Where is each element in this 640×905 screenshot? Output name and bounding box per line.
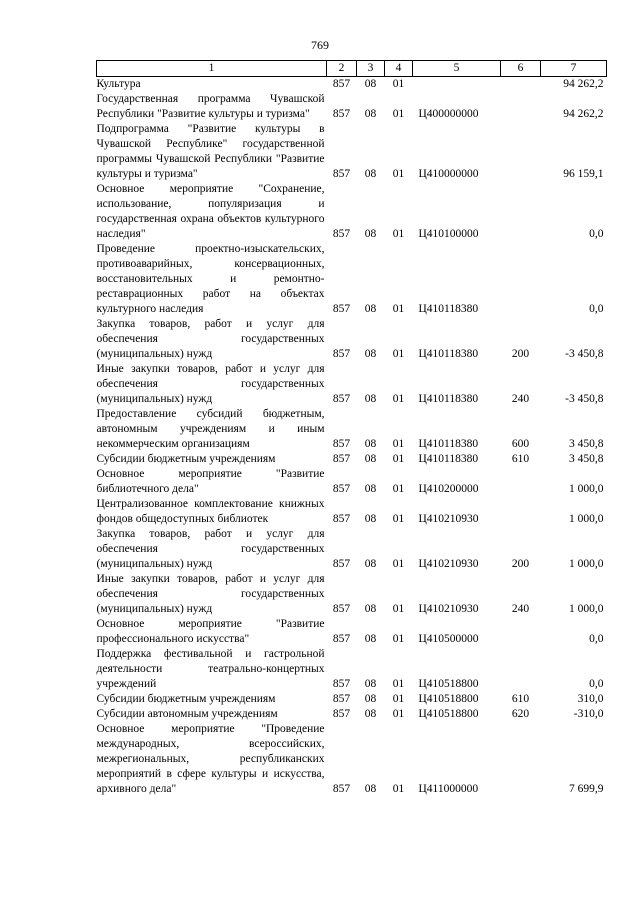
section-code: 08 bbox=[364, 438, 377, 450]
table-row bbox=[97, 497, 607, 527]
column-header: 4 bbox=[385, 61, 413, 77]
section-code: 08 bbox=[364, 168, 377, 180]
subsection-code: 01 bbox=[392, 108, 405, 120]
row-name: Закупка товаров, работ и услуг для обеспечения государственных (муниципальных) нужд bbox=[96, 528, 325, 570]
ministry-code: 857 bbox=[332, 513, 351, 525]
amount: -3 450,8 bbox=[565, 393, 604, 405]
expense-type-code bbox=[501, 122, 541, 182]
ministry-code: 857 bbox=[332, 708, 351, 720]
table-row bbox=[97, 407, 607, 452]
column-header: 3 bbox=[357, 61, 385, 77]
amount: 1 000,0 bbox=[569, 603, 604, 615]
ministry-code: 857 bbox=[332, 303, 351, 315]
target-article-code: Ц410518800 bbox=[418, 678, 479, 690]
amount: 1 000,0 bbox=[569, 558, 604, 570]
subsection-code: 01 bbox=[392, 783, 405, 795]
row-name: Субсидии бюджетным учреждениям bbox=[96, 693, 276, 705]
table-row bbox=[97, 182, 607, 242]
amount: 94 262,2 bbox=[563, 108, 604, 120]
expense-type-code bbox=[501, 722, 541, 797]
target-article-code: Ц410518800 bbox=[418, 708, 479, 720]
amount: 3 450,8 bbox=[569, 438, 604, 450]
target-article-code: Ц410100000 bbox=[418, 228, 479, 240]
amount: 7 699,9 bbox=[569, 783, 604, 795]
amount: 1 000,0 bbox=[569, 513, 604, 525]
expense-type-code bbox=[501, 497, 541, 527]
amount: 3 450,8 bbox=[569, 453, 604, 465]
column-header-row bbox=[97, 61, 607, 77]
ministry-code: 857 bbox=[332, 348, 351, 360]
section-code: 08 bbox=[364, 708, 377, 720]
target-article-code: Ц411000000 bbox=[418, 783, 479, 795]
ministry-code: 857 bbox=[332, 78, 351, 90]
amount: 0,0 bbox=[589, 633, 604, 645]
section-code: 08 bbox=[364, 303, 377, 315]
target-article-code: Ц410210930 bbox=[418, 558, 479, 570]
subsection-code: 01 bbox=[392, 483, 405, 495]
target-article-code: Ц410000000 bbox=[418, 168, 479, 180]
amount: 96 159,1 bbox=[563, 168, 604, 180]
table-row bbox=[97, 707, 607, 722]
table-row bbox=[97, 362, 607, 407]
budget-table bbox=[96, 60, 607, 797]
subsection-code: 01 bbox=[392, 633, 405, 645]
subsection-code: 01 bbox=[392, 693, 405, 705]
column-header: 5 bbox=[413, 61, 501, 77]
amount: -3 450,8 bbox=[565, 348, 604, 360]
section-code: 08 bbox=[364, 513, 377, 525]
amount: 0,0 bbox=[589, 228, 604, 240]
expense-type-code: 200 bbox=[511, 348, 530, 360]
row-name: Закупка товаров, работ и услуг для обеспечения государственных (муниципальных) нужд bbox=[96, 318, 325, 360]
table-row bbox=[97, 122, 607, 182]
target-article-code: Ц410118380 bbox=[418, 438, 479, 450]
row-name: Проведение проектно-изыскательских, противоаварийных, консервационных, восстановительных и ремонтно-реставрационных работ на объектах культурного наследия bbox=[96, 243, 325, 315]
subsection-code: 01 bbox=[392, 558, 405, 570]
target-article-code: Ц410118380 bbox=[418, 303, 479, 315]
column-header: 7 bbox=[541, 61, 607, 77]
table-row bbox=[97, 527, 607, 572]
section-code: 08 bbox=[364, 348, 377, 360]
target-article-code: Ц410118380 bbox=[418, 393, 479, 405]
expense-type-code bbox=[501, 617, 541, 647]
row-name: Субсидии автономным учреждениям bbox=[96, 708, 278, 720]
table-row bbox=[97, 467, 607, 497]
target-article-code: Ц410118380 bbox=[418, 453, 479, 465]
subsection-code: 01 bbox=[392, 453, 405, 465]
expense-type-code bbox=[501, 467, 541, 497]
table-row bbox=[97, 92, 607, 122]
row-name: Основное мероприятие "Проведение международных, всероссийских, межрегиональных, республиканских мероприятий в сфере культуры и искусства, архивного дела" bbox=[96, 723, 325, 795]
section-code: 08 bbox=[364, 693, 377, 705]
amount: 0,0 bbox=[589, 678, 604, 690]
ministry-code: 857 bbox=[332, 678, 351, 690]
table-row bbox=[97, 722, 607, 797]
target-article-code: Ц410518800 bbox=[418, 693, 479, 705]
section-code: 08 bbox=[364, 108, 377, 120]
section-code: 08 bbox=[364, 783, 377, 795]
row-name: Государственная программа Чувашской Республики "Развитие культуры и туризма" bbox=[96, 93, 325, 120]
amount: 310,0 bbox=[577, 693, 604, 705]
row-name: Поддержка фестивальной и гастрольной деятельности театрально-концертных учреждений bbox=[96, 648, 325, 690]
row-name: Культура bbox=[96, 78, 141, 90]
expense-type-code: 610 bbox=[511, 693, 530, 705]
section-code: 08 bbox=[364, 633, 377, 645]
table-row bbox=[97, 647, 607, 692]
subsection-code: 01 bbox=[392, 348, 405, 360]
section-code: 08 bbox=[364, 228, 377, 240]
subsection-code: 01 bbox=[392, 678, 405, 690]
ministry-code: 857 bbox=[332, 453, 351, 465]
subsection-code: 01 bbox=[392, 438, 405, 450]
ministry-code: 857 bbox=[332, 228, 351, 240]
expense-type-code bbox=[501, 242, 541, 317]
amount: 1 000,0 bbox=[569, 483, 604, 495]
target-article-code bbox=[413, 77, 501, 93]
subsection-code: 01 bbox=[392, 303, 405, 315]
page-number: 769 bbox=[311, 38, 329, 52]
expense-type-code bbox=[501, 92, 541, 122]
subsection-code: 01 bbox=[392, 708, 405, 720]
expense-type-code: 240 bbox=[511, 603, 530, 615]
column-header: 2 bbox=[327, 61, 357, 77]
ministry-code: 857 bbox=[332, 693, 351, 705]
section-code: 08 bbox=[364, 393, 377, 405]
target-article-code: Ц410200000 bbox=[418, 483, 479, 495]
section-code: 08 bbox=[364, 483, 377, 495]
ministry-code: 857 bbox=[332, 483, 351, 495]
section-code: 08 bbox=[364, 453, 377, 465]
subsection-code: 01 bbox=[392, 228, 405, 240]
ministry-code: 857 bbox=[332, 603, 351, 615]
row-name: Иные закупки товаров, работ и услуг для обеспечения государственных (муниципальных) нужд bbox=[96, 363, 325, 405]
amount: 0,0 bbox=[589, 303, 604, 315]
expense-type-code: 610 bbox=[511, 453, 530, 465]
row-name: Подпрограмма "Развитие культуры в Чувашской Республике" государственной программы Чувашской Республики "Развитие культуры и туризма" bbox=[96, 123, 325, 180]
table-row bbox=[97, 617, 607, 647]
column-header: 6 bbox=[501, 61, 541, 77]
expense-type-code bbox=[501, 182, 541, 242]
table-row bbox=[97, 452, 607, 467]
expense-type-code: 600 bbox=[511, 438, 530, 450]
row-name: Предоставление субсидий бюджетным, автономным учреждениям и иным некоммерческим организациям bbox=[96, 408, 325, 450]
ministry-code: 857 bbox=[332, 393, 351, 405]
expense-type-code: 620 bbox=[511, 708, 530, 720]
target-article-code: Ц410210930 bbox=[418, 603, 479, 615]
table-row bbox=[97, 572, 607, 617]
expense-type-code bbox=[501, 77, 541, 93]
subsection-code: 01 bbox=[392, 603, 405, 615]
expense-type-code bbox=[501, 647, 541, 692]
expense-type-code: 240 bbox=[511, 393, 530, 405]
table-row bbox=[97, 692, 607, 707]
row-name: Основное мероприятие "Развитие профессионального искусства" bbox=[96, 618, 325, 645]
row-name: Централизованное комплектование книжных фондов общедоступных библиотек bbox=[96, 498, 325, 525]
target-article-code: Ц410210930 bbox=[418, 513, 479, 525]
subsection-code: 01 bbox=[392, 168, 405, 180]
section-code: 08 bbox=[364, 558, 377, 570]
row-name: Иные закупки товаров, работ и услуг для обеспечения государственных (муниципальных) нужд bbox=[96, 573, 325, 615]
section-code: 08 bbox=[364, 603, 377, 615]
target-article-code: Ц410118380 bbox=[418, 348, 479, 360]
subsection-code: 01 bbox=[392, 393, 405, 405]
row-name: Основное мероприятие "Сохранение, использование, популяризация и государственная охрана объектов культурного наследия" bbox=[96, 183, 325, 240]
ministry-code: 857 bbox=[332, 438, 351, 450]
ministry-code: 857 bbox=[332, 783, 351, 795]
table-row bbox=[97, 242, 607, 317]
column-header: 1 bbox=[97, 61, 327, 77]
ministry-code: 857 bbox=[332, 633, 351, 645]
subsection-code: 01 bbox=[392, 78, 405, 90]
ministry-code: 857 bbox=[332, 168, 351, 180]
section-code: 08 bbox=[364, 78, 377, 90]
expense-type-code: 200 bbox=[511, 558, 530, 570]
ministry-code: 857 bbox=[332, 558, 351, 570]
target-article-code: Ц410500000 bbox=[418, 633, 479, 645]
amount: 94 262,2 bbox=[563, 78, 604, 90]
section-code: 08 bbox=[364, 678, 377, 690]
table-row bbox=[97, 317, 607, 362]
subsection-code: 01 bbox=[392, 513, 405, 525]
row-name: Субсидии бюджетным учреждениям bbox=[96, 453, 276, 465]
table-row bbox=[97, 77, 607, 93]
target-article-code: Ц400000000 bbox=[418, 108, 479, 120]
ministry-code: 857 bbox=[332, 108, 351, 120]
row-name: Основное мероприятие "Развитие библиотечного дела" bbox=[96, 468, 325, 495]
amount: -310,0 bbox=[573, 708, 604, 720]
